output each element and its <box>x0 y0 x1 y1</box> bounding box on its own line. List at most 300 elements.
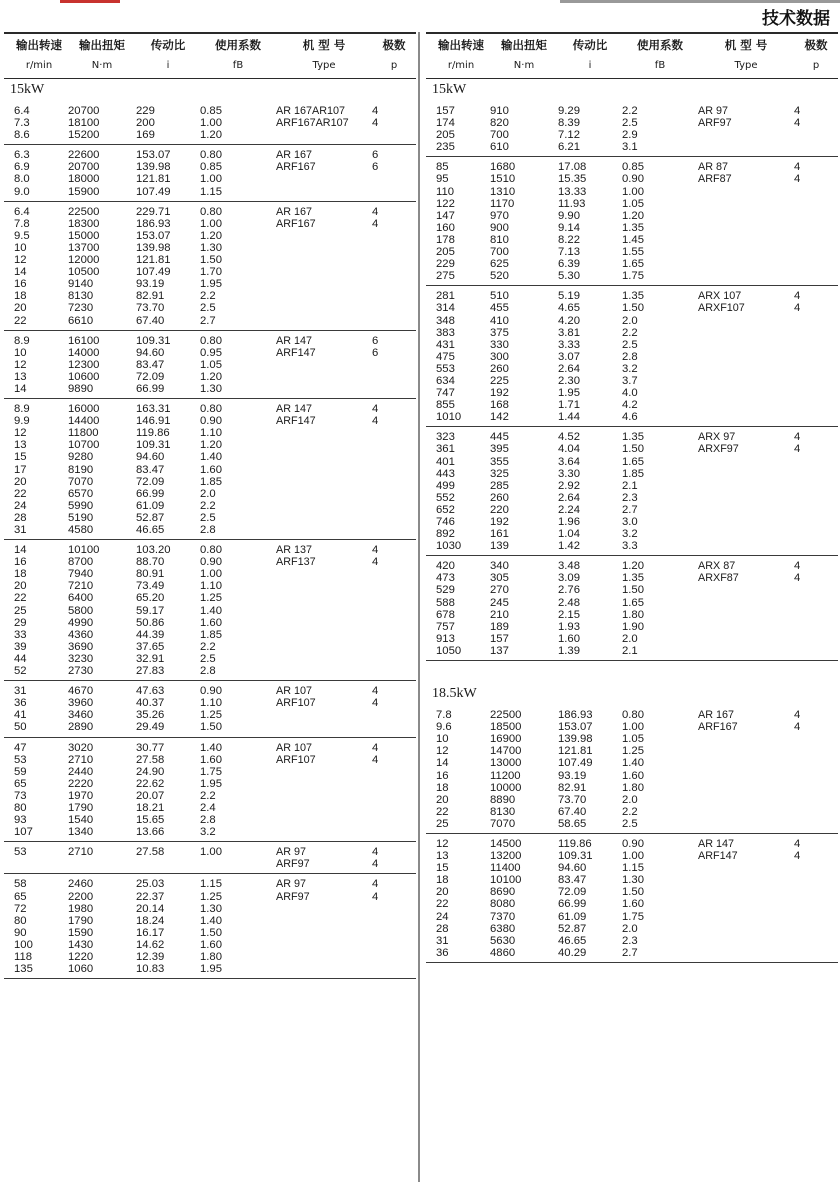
cell-ratio: 3.48 <box>558 560 580 573</box>
cell-torque: 700 <box>490 129 509 142</box>
cell-poles: 4 <box>794 560 801 573</box>
cell-poles <box>794 258 838 270</box>
cell-speed: 73 <box>14 789 27 802</box>
cell-poles: 4 <box>372 556 379 569</box>
cell-poles <box>372 653 416 665</box>
cell-service-factor: 1.65 <box>622 258 644 271</box>
header-label-speed: 输出转速 <box>16 37 62 52</box>
cell-service-factor: 3.2 <box>622 528 638 541</box>
cell-service-factor: 0.80 <box>200 334 222 347</box>
section-spacer <box>426 661 838 683</box>
cell-poles <box>794 129 838 141</box>
cell-service-factor: 1.25 <box>200 592 222 605</box>
cell-poles <box>372 230 416 242</box>
table-row <box>426 874 838 886</box>
cell-poles: 4 <box>794 443 801 456</box>
cell-poles: 4 <box>794 173 801 186</box>
cell-poles <box>794 645 838 657</box>
cell-service-factor: 1.60 <box>200 938 222 951</box>
cell-poles: 4 <box>372 685 379 698</box>
cell-service-factor: 2.9 <box>622 129 638 142</box>
cell-service-factor: 2.5 <box>200 302 216 315</box>
cell-service-factor: 2.2 <box>622 105 638 117</box>
cell-poles <box>794 468 838 480</box>
cell-torque: 10100 <box>68 544 100 557</box>
cell-torque: 18300 <box>68 217 100 230</box>
cell-type <box>698 757 794 769</box>
cell-service-factor: 1.00 <box>200 173 222 186</box>
cell-speed: 14 <box>14 266 27 279</box>
cell-poles <box>372 709 416 721</box>
cell-service-factor: 0.85 <box>622 161 644 174</box>
table-row <box>426 117 838 129</box>
cell-service-factor: 2.1 <box>622 479 638 492</box>
cell-torque: 6570 <box>68 487 94 500</box>
cell-service-factor: 1.65 <box>622 596 644 609</box>
header-label-type: 机 型 号 <box>302 37 346 52</box>
table-row <box>4 524 416 536</box>
cell-poles <box>794 399 838 411</box>
cell-speed: 9.9 <box>14 415 30 428</box>
cell-torque: 14500 <box>490 837 522 850</box>
cell-type <box>698 387 794 399</box>
cell-type: AR 97 <box>276 846 307 859</box>
cell-ratio: 61.09 <box>558 910 587 923</box>
cell-torque: 1430 <box>68 938 94 951</box>
cell-speed: 53 <box>14 753 27 766</box>
cell-speed: 31 <box>436 934 449 947</box>
cell-ratio: 153.07 <box>136 149 171 162</box>
cell-service-factor: 2.0 <box>622 314 638 327</box>
table-row <box>426 633 838 645</box>
cell-ratio: 2.24 <box>558 503 580 516</box>
cell-ratio: 1.71 <box>558 399 580 412</box>
cell-ratio: 4.04 <box>558 443 580 456</box>
cell-ratio: 121.81 <box>558 745 593 758</box>
table-row <box>4 439 416 451</box>
cell-ratio: 22.62 <box>136 777 165 790</box>
cell-type <box>276 476 372 488</box>
cell-speed: 44 <box>14 652 27 665</box>
table-row <box>426 399 838 411</box>
cell-poles <box>372 927 416 939</box>
power-heading: 18.5kW <box>432 686 477 702</box>
cell-speed: 529 <box>436 584 455 597</box>
cell-torque: 16100 <box>68 334 100 347</box>
cell-service-factor: 1.85 <box>200 628 222 641</box>
table-row <box>4 878 416 890</box>
cell-ratio: 17.08 <box>558 161 587 174</box>
cell-service-factor: 1.05 <box>622 733 644 746</box>
cell-ratio: 109.31 <box>136 334 171 347</box>
data-group <box>4 540 416 681</box>
cell-speed: 18 <box>14 568 27 581</box>
table-row <box>4 173 416 185</box>
table-row <box>4 790 416 802</box>
cell-torque: 10700 <box>68 439 100 452</box>
cell-service-factor: 1.00 <box>200 217 222 230</box>
cell-type <box>698 141 794 153</box>
cell-torque: 3690 <box>68 640 94 653</box>
cell-torque: 1970 <box>68 789 94 802</box>
cell-speed: 18 <box>436 781 449 794</box>
cell-speed: 178 <box>436 233 455 246</box>
cell-torque: 157 <box>490 632 509 645</box>
cell-speed: 6.4 <box>14 105 30 117</box>
cell-ratio: 46.65 <box>558 934 587 947</box>
cell-type <box>698 210 794 222</box>
cell-type <box>276 451 372 463</box>
cell-ratio: 8.39 <box>558 117 580 130</box>
cell-type: ARF137 <box>276 556 316 569</box>
cell-type: ARXF97 <box>698 443 739 456</box>
cell-poles: 4 <box>372 544 379 557</box>
cell-torque: 7940 <box>68 568 94 581</box>
table-row <box>4 721 416 733</box>
cell-poles <box>372 371 416 383</box>
cell-torque: 7070 <box>490 817 516 830</box>
cell-poles <box>372 802 416 814</box>
table-row <box>4 963 416 975</box>
cell-type: AR 97 <box>698 105 729 117</box>
cell-type <box>698 456 794 468</box>
cell-ratio: 2.30 <box>558 374 580 387</box>
cell-speed: 12 <box>436 837 449 850</box>
table-row <box>426 387 838 399</box>
cell-torque: 22500 <box>490 709 522 722</box>
cell-torque: 2890 <box>68 721 94 734</box>
cell-poles <box>794 621 838 633</box>
cell-service-factor: 1.80 <box>622 781 644 794</box>
cell-ratio: 169 <box>136 129 155 142</box>
cell-poles <box>372 451 416 463</box>
cell-service-factor: 1.50 <box>622 443 644 456</box>
cell-speed: 7.8 <box>14 217 30 230</box>
table-row <box>426 129 838 141</box>
cell-poles <box>372 439 416 451</box>
cell-service-factor: 1.00 <box>200 568 222 581</box>
cell-ratio: 3.07 <box>558 350 580 363</box>
cell-ratio: 153.07 <box>558 721 593 734</box>
cell-ratio: 50.86 <box>136 616 165 629</box>
cell-speed: 6.9 <box>14 161 30 174</box>
data-group <box>426 834 838 963</box>
cell-service-factor: 2.0 <box>200 487 216 500</box>
cell-type <box>276 266 372 278</box>
cell-torque: 900 <box>490 221 509 234</box>
cell-service-factor: 1.20 <box>200 370 222 383</box>
cell-ratio: 73.49 <box>136 580 165 593</box>
cell-poles <box>794 246 838 258</box>
cell-service-factor: 1.35 <box>622 431 644 444</box>
cell-ratio: 153.07 <box>136 229 171 242</box>
cell-torque: 3960 <box>68 697 94 710</box>
cell-poles: 4 <box>372 858 379 871</box>
cell-speed: 22 <box>14 487 27 500</box>
table-row <box>426 363 838 375</box>
table-row <box>4 592 416 604</box>
cell-speed: 7.8 <box>436 709 452 722</box>
cell-ratio: 1.04 <box>558 528 580 541</box>
cell-service-factor: 2.5 <box>200 652 216 665</box>
cell-service-factor: 1.40 <box>200 451 222 464</box>
cell-poles <box>372 266 416 278</box>
cell-service-factor: 1.70 <box>200 266 222 279</box>
cell-speed: 892 <box>436 528 455 541</box>
cell-speed: 314 <box>436 302 455 315</box>
cell-service-factor: 4.6 <box>622 411 638 424</box>
cell-speed: 16 <box>14 556 27 569</box>
cell-ratio: 88.70 <box>136 556 165 569</box>
table-row <box>4 266 416 278</box>
cell-speed: 50 <box>14 721 27 734</box>
cell-service-factor: 1.90 <box>622 620 644 633</box>
cell-type <box>698 270 794 282</box>
table-row <box>426 351 838 363</box>
cell-ratio: 229 <box>136 105 155 117</box>
cell-speed: 757 <box>436 620 455 633</box>
cell-ratio: 67.40 <box>558 805 587 818</box>
cell-torque: 18000 <box>68 173 100 186</box>
cell-type: AR 167 <box>698 709 735 722</box>
cell-type: ARF87 <box>698 173 732 186</box>
cell-type <box>276 766 372 778</box>
cell-service-factor: 0.90 <box>622 837 644 850</box>
cell-service-factor: 1.10 <box>200 580 222 593</box>
cell-speed: 53 <box>14 846 27 859</box>
table-row <box>4 846 416 858</box>
cell-ratio: 40.29 <box>558 946 587 959</box>
cell-service-factor: 1.80 <box>622 608 644 621</box>
cell-poles <box>372 500 416 512</box>
cell-service-factor: 3.0 <box>622 516 638 528</box>
cell-speed: 25 <box>14 604 27 617</box>
cell-torque: 161 <box>490 528 509 541</box>
table-row <box>4 359 416 371</box>
cell-type <box>698 733 794 745</box>
cell-poles <box>372 605 416 617</box>
cell-service-factor: 0.80 <box>200 149 222 162</box>
cell-service-factor: 1.00 <box>200 117 222 130</box>
table-row <box>4 685 416 697</box>
cell-poles: 4 <box>794 117 801 130</box>
header-labels <box>4 34 416 55</box>
cell-poles <box>794 234 838 246</box>
cell-type: AR 107 <box>276 685 313 698</box>
cell-service-factor: 1.75 <box>622 910 644 923</box>
cell-speed: 205 <box>436 129 455 142</box>
cell-torque: 10500 <box>68 266 100 279</box>
table-row <box>426 733 838 745</box>
cell-torque: 270 <box>490 584 509 597</box>
power-heading: 15kW <box>432 82 467 97</box>
cell-speed: 80 <box>14 801 27 814</box>
table-row <box>426 757 838 769</box>
cell-service-factor: 1.95 <box>200 777 222 790</box>
cell-service-factor: 1.30 <box>200 382 222 395</box>
cell-ratio: 82.91 <box>136 290 165 303</box>
table-row <box>4 544 416 556</box>
cell-poles <box>794 480 838 492</box>
cell-torque: 2710 <box>68 753 94 766</box>
cell-service-factor: 1.10 <box>200 427 222 440</box>
cell-speed: 401 <box>436 455 455 468</box>
cell-torque: 260 <box>490 491 509 504</box>
table-row <box>4 315 416 327</box>
cell-type <box>276 568 372 580</box>
data-group <box>4 738 416 843</box>
cell-poles <box>372 903 416 915</box>
cell-speed: 72 <box>14 902 27 915</box>
cell-poles: 4 <box>794 290 801 303</box>
cell-type <box>698 923 794 935</box>
cell-type <box>698 947 794 959</box>
table-row <box>4 605 416 617</box>
cell-type <box>276 665 372 677</box>
cell-poles: 4 <box>794 302 801 315</box>
header-unit-speed: r/min <box>25 60 53 71</box>
cell-service-factor: 1.40 <box>200 741 222 754</box>
cell-speed: 361 <box>436 443 455 456</box>
cell-poles <box>794 633 838 645</box>
cell-type <box>698 516 794 528</box>
table-row <box>4 665 416 677</box>
cell-speed: 20 <box>14 475 27 488</box>
cell-speed: 8.0 <box>14 173 30 186</box>
cell-service-factor: 2.2 <box>200 640 216 653</box>
cell-speed: 229 <box>436 258 455 271</box>
header-label-poles: 极数 <box>382 37 406 52</box>
cell-speed: 8.9 <box>14 334 30 347</box>
cell-poles <box>372 963 416 975</box>
cell-ratio: 24.90 <box>136 765 165 778</box>
cell-torque: 8130 <box>68 290 94 303</box>
data-group <box>426 556 838 661</box>
cell-speed: 1010 <box>436 411 462 424</box>
cell-torque: 14700 <box>490 745 522 758</box>
cell-type <box>276 359 372 371</box>
cell-service-factor <box>200 858 276 870</box>
cell-poles <box>794 492 838 504</box>
cell-type <box>276 439 372 451</box>
cell-ratio: 4.20 <box>558 314 580 327</box>
cell-service-factor: 1.20 <box>200 229 222 242</box>
cell-torque: 3020 <box>68 741 94 754</box>
cell-torque: 9890 <box>68 382 94 395</box>
cell-ratio: 82.91 <box>558 781 587 794</box>
table-row <box>426 315 838 327</box>
data-group <box>4 681 416 737</box>
cell-service-factor: 1.25 <box>200 890 222 903</box>
table-row <box>4 766 416 778</box>
cell-speed: 85 <box>436 161 449 174</box>
cell-ratio: 1.93 <box>558 620 580 633</box>
cell-type <box>276 173 372 185</box>
table-row <box>426 838 838 850</box>
cell-ratio: 109.31 <box>558 850 593 863</box>
cell-ratio: 1.42 <box>558 540 580 553</box>
cell-torque: 139 <box>490 540 509 553</box>
cell-type <box>698 935 794 947</box>
cell-service-factor: 0.80 <box>200 205 222 218</box>
cell-type <box>276 939 372 951</box>
cell-ratio: 186.93 <box>136 217 171 230</box>
cell-torque: 5990 <box>68 499 94 512</box>
cell-ratio: 37.65 <box>136 640 165 653</box>
cell-type <box>276 186 372 198</box>
table-row <box>426 492 838 504</box>
cell-torque: 2730 <box>68 665 94 678</box>
table-row <box>426 234 838 246</box>
cell-speed: 17 <box>14 463 27 476</box>
cell-ratio: 94.60 <box>136 346 165 359</box>
cell-poles <box>372 383 416 395</box>
cell-poles <box>794 609 838 621</box>
cell-ratio: 3.30 <box>558 467 580 480</box>
header-label-speed: 输出转速 <box>438 37 484 52</box>
table-row <box>426 270 838 282</box>
cell-service-factor: 2.7 <box>622 946 638 959</box>
right-column <box>426 32 838 963</box>
cell-type <box>276 903 372 915</box>
cell-service-factor: 1.60 <box>622 898 644 911</box>
header-unit-ratio: i <box>166 60 170 71</box>
cell-torque: 22500 <box>68 205 100 218</box>
cell-poles <box>794 584 838 596</box>
data-group <box>426 286 838 427</box>
cell-ratio: 66.99 <box>136 487 165 500</box>
cell-poles <box>794 597 838 609</box>
cell-speed: 747 <box>436 387 455 400</box>
cell-torque: 14000 <box>68 346 100 359</box>
cell-speed: 65 <box>14 777 27 790</box>
cell-ratio: 2.92 <box>558 479 580 492</box>
table-row <box>426 597 838 609</box>
table-row <box>4 556 416 568</box>
cell-ratio: 1.39 <box>558 644 580 657</box>
cell-speed: 24 <box>14 499 27 512</box>
cell-torque: 13700 <box>68 241 100 254</box>
cell-torque: 9280 <box>68 451 94 464</box>
table-row <box>426 886 838 898</box>
cell-ratio: 107.49 <box>136 185 171 198</box>
cell-torque: 8130 <box>490 805 516 818</box>
table-row <box>4 568 416 580</box>
cell-poles <box>794 757 838 769</box>
cell-poles: 4 <box>794 105 801 117</box>
table-row <box>4 939 416 951</box>
cell-speed: 15 <box>14 451 27 464</box>
cell-service-factor: 0.95 <box>200 346 222 359</box>
cell-type <box>276 709 372 721</box>
cell-type <box>276 629 372 641</box>
cell-ratio: 1.96 <box>558 516 580 528</box>
cell-ratio: 94.60 <box>558 862 587 875</box>
cell-type: ARF97 <box>276 890 310 903</box>
cell-speed: 6.3 <box>14 149 30 162</box>
cell-speed: 36 <box>436 946 449 959</box>
cell-speed: 22 <box>436 898 449 911</box>
cell-ratio: 4.65 <box>558 302 580 315</box>
cell-speed: 678 <box>436 608 455 621</box>
cell-speed: 1050 <box>436 644 462 657</box>
cell-torque: 2440 <box>68 765 94 778</box>
table-row <box>4 254 416 266</box>
cell-poles: 4 <box>794 709 801 722</box>
cell-speed <box>4 858 68 870</box>
cell-speed: 100 <box>14 938 33 951</box>
cell-service-factor: 2.0 <box>622 922 638 935</box>
